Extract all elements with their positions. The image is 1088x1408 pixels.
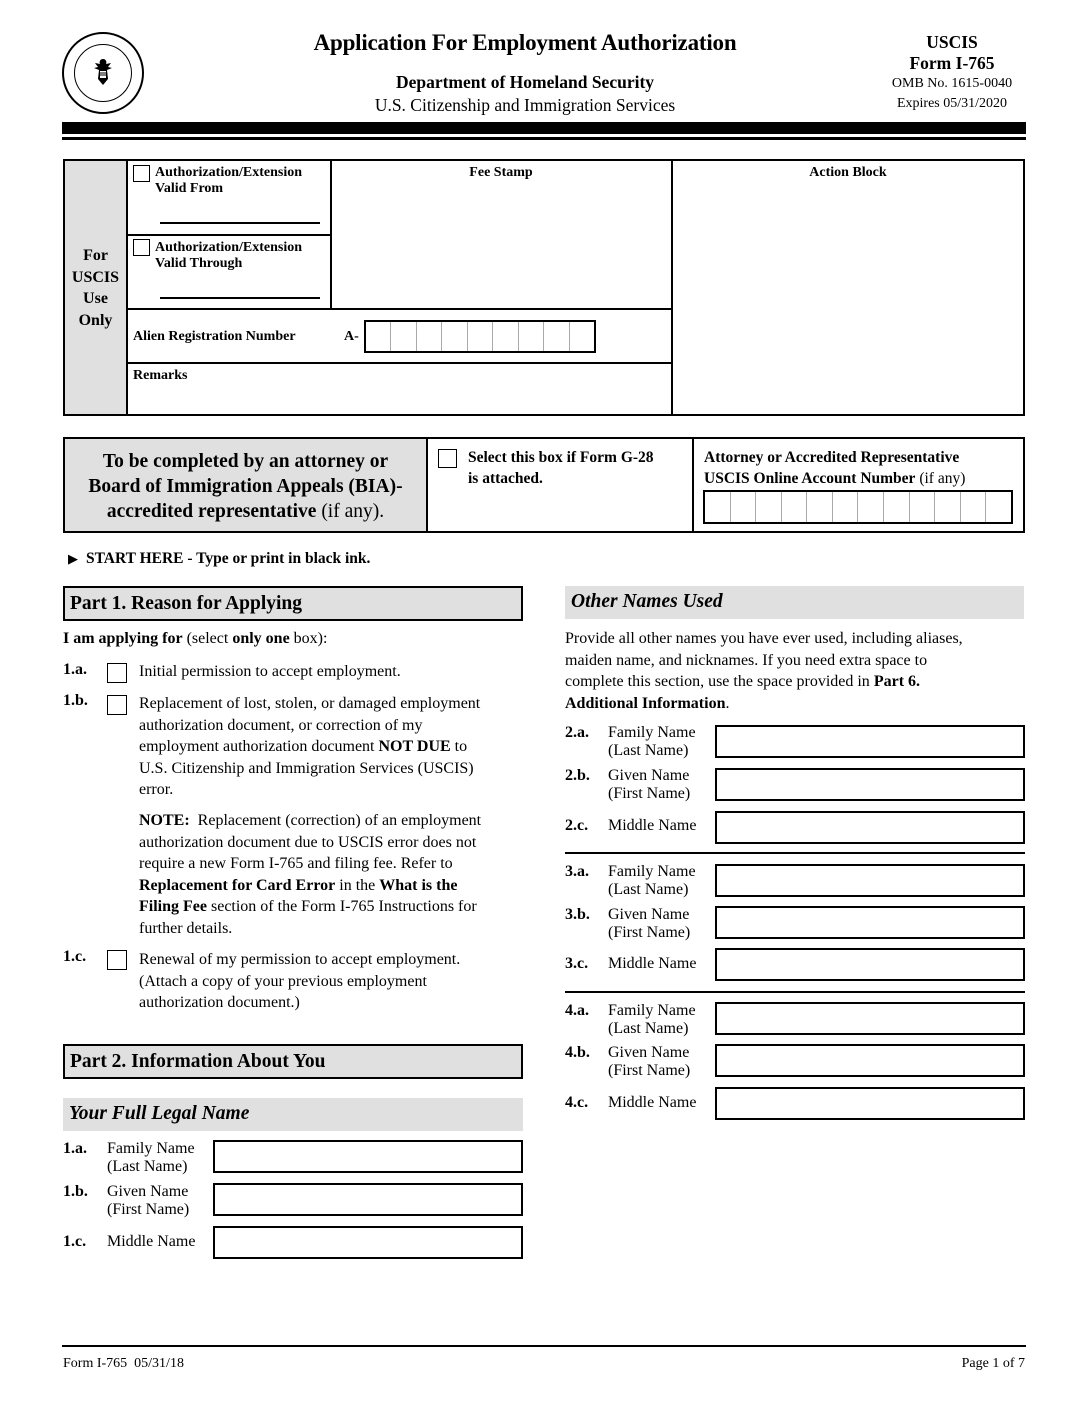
middle-name-label: Middle Name (107, 1233, 196, 1250)
play-arrow-icon: ▶ (68, 551, 78, 566)
remarks-label: Remarks (133, 368, 188, 383)
item-number: 1.c. (63, 1233, 87, 1250)
valid-from-date-line[interactable] (160, 222, 320, 224)
item-number: 1.c. (63, 948, 87, 965)
other-given-name-input-2b[interactable] (715, 768, 1025, 801)
other-given-name-input-4b[interactable] (715, 1044, 1025, 1077)
side-label-line: For (83, 247, 108, 264)
fee-stamp-label: Fee Stamp (469, 165, 533, 180)
other-family-name-label: Family Name (Last Name) (608, 863, 696, 898)
department-name: Department of Homeland Security (395, 72, 655, 92)
divider (671, 160, 673, 416)
attorney-instruction: To be completed by an attorney or Board of Immigration Appeals (BIA)- accredited representative (if any). (63, 437, 428, 533)
other-given-name-label: Given Name (First Name) (608, 906, 691, 941)
initial-permission-checkbox[interactable] (107, 663, 127, 683)
other-family-name-input-2a[interactable] (715, 725, 1025, 758)
g28-attached-checkbox[interactable] (438, 449, 457, 468)
item-number: 2.b. (565, 767, 590, 784)
side-label-line: USCIS (71, 268, 120, 286)
other-middle-name-label: Middle Name (608, 817, 697, 834)
other-given-name-label: Given Name (First Name) (608, 1044, 691, 1079)
valid-through-label: Authorization/Extension Valid Through (155, 240, 303, 271)
divider (128, 362, 672, 364)
valid-from-checkbox[interactable] (133, 165, 150, 182)
item-number: 1.b. (63, 1183, 88, 1200)
header-thick-rule (62, 122, 1026, 134)
action-block-label: Action Block (809, 165, 887, 180)
other-family-name-input-3a[interactable] (715, 864, 1025, 897)
part2-header: Part 2. Information About You (63, 1044, 523, 1079)
item-number: 2.a. (565, 724, 589, 741)
side-label-line: Use (83, 290, 108, 307)
renewal-checkbox[interactable] (107, 950, 127, 970)
replacement-note: NOTE: Replacement (correction) of an employment authorization document due to USCIS error does not require a new Form I-765 and filing fee. Refer to Replacement for Card Error in the What is the Filing Fee section of the Form I-765 Instructions for further details. (139, 812, 482, 937)
alien-number-input[interactable] (364, 320, 596, 353)
item-number: 1.a. (63, 1140, 87, 1157)
form-number: Form I-765 (909, 53, 995, 73)
other-given-name-label: Given Name (First Name) (608, 767, 691, 802)
form-identifier (872, 32, 1032, 113)
item-number: 4.a. (565, 1002, 589, 1019)
valid-from-label: Authorization/Extension Valid From (155, 165, 303, 196)
item-number: 4.c. (565, 1094, 589, 1111)
eagle-icon (92, 57, 114, 87)
item-number: 1.a. (63, 661, 87, 678)
other-names-instructions: Provide all other names you have ever used, including aliases, maiden name, and nicknames. If you need extra space to complete this section, use the space provided in Part 6. Additional Information. (565, 630, 963, 712)
side-label-line: Only (78, 311, 113, 329)
other-names-header: Other Names Used (565, 586, 1024, 619)
online-account-number-input[interactable] (703, 490, 1013, 524)
alien-number-prefix: A- (344, 329, 359, 344)
header-thin-rule (62, 137, 1026, 140)
family-name-label: Family Name (Last Name) (107, 1140, 195, 1175)
valid-through-checkbox[interactable] (133, 239, 150, 256)
replacement-label: Replacement of lost, stolen, or damaged employment authorization document, or correction of my employment authorization document NOT DUE to U.S. Citizenship and Immigration Services (USCIS) error. (139, 695, 481, 798)
dhs-seal-icon (62, 32, 144, 114)
uscis-use-only-label (63, 159, 128, 416)
given-name-label: Given Name (First Name) (107, 1183, 190, 1218)
divider (128, 308, 672, 310)
page-number: Page 1 of 7 (961, 1356, 1025, 1371)
part1-header: Part 1. Reason for Applying (63, 586, 523, 621)
given-name-input[interactable] (213, 1183, 523, 1216)
other-middle-name-label: Middle Name (608, 1094, 697, 1111)
other-middle-name-input-3c[interactable] (715, 948, 1025, 981)
item-number: 2.c. (565, 817, 589, 834)
valid-through-date-line[interactable] (160, 297, 320, 299)
part1-intro: I am applying for (select only one box): (63, 630, 328, 647)
agency-name: U.S. Citizenship and Immigration Services (374, 95, 676, 115)
other-middle-name-label: Middle Name (608, 955, 697, 972)
other-family-name-input-4a[interactable] (715, 1002, 1025, 1035)
other-family-name-label: Family Name (Last Name) (608, 724, 696, 759)
item-number: 3.b. (565, 906, 590, 923)
other-middle-name-input-4c[interactable] (715, 1087, 1025, 1120)
uscis-use-box (63, 159, 1025, 416)
group-divider (565, 991, 1025, 993)
form-title: Application For Employment Authorization (313, 30, 737, 55)
other-family-name-label: Family Name (Last Name) (608, 1002, 696, 1037)
alien-number-label: Alien Registration Number (133, 329, 296, 344)
family-name-input[interactable] (213, 1140, 523, 1173)
online-account-label: Attorney or Accredited Representative USCIS Online Account Number (if any) (704, 449, 966, 487)
seal-inner-ring (74, 44, 132, 102)
middle-name-input[interactable] (213, 1226, 523, 1259)
item-number: 3.a. (565, 863, 589, 880)
omb-number: OMB No. 1615-0040 (891, 76, 1013, 91)
replacement-checkbox[interactable] (107, 695, 127, 715)
renewal-label: Renewal of my permission to accept employment. (Attach a copy of your previous employment authorization document.) (139, 951, 461, 1011)
form-edition: Form I-765 05/31/18 (63, 1356, 184, 1371)
other-given-name-input-3b[interactable] (715, 906, 1025, 939)
expiration-date: Expires 05/31/2020 (896, 96, 1008, 111)
initial-permission-label: Initial permission to accept employment. (139, 663, 401, 680)
divider (692, 437, 694, 533)
g28-label: Select this box if Form G-28 is attached. (468, 449, 654, 487)
footer-rule (62, 1345, 1026, 1347)
divider (128, 234, 331, 236)
agency-short: USCIS (926, 32, 978, 52)
full-legal-name-header: Your Full Legal Name (63, 1098, 523, 1131)
group-divider (565, 852, 1025, 854)
item-number: 1.b. (63, 692, 88, 709)
start-here-instruction: ▶ START HERE - Type or print in black ink. (68, 550, 371, 567)
item-number: 4.b. (565, 1044, 590, 1061)
item-number: 3.c. (565, 955, 589, 972)
other-middle-name-input-2c[interactable] (715, 811, 1025, 844)
